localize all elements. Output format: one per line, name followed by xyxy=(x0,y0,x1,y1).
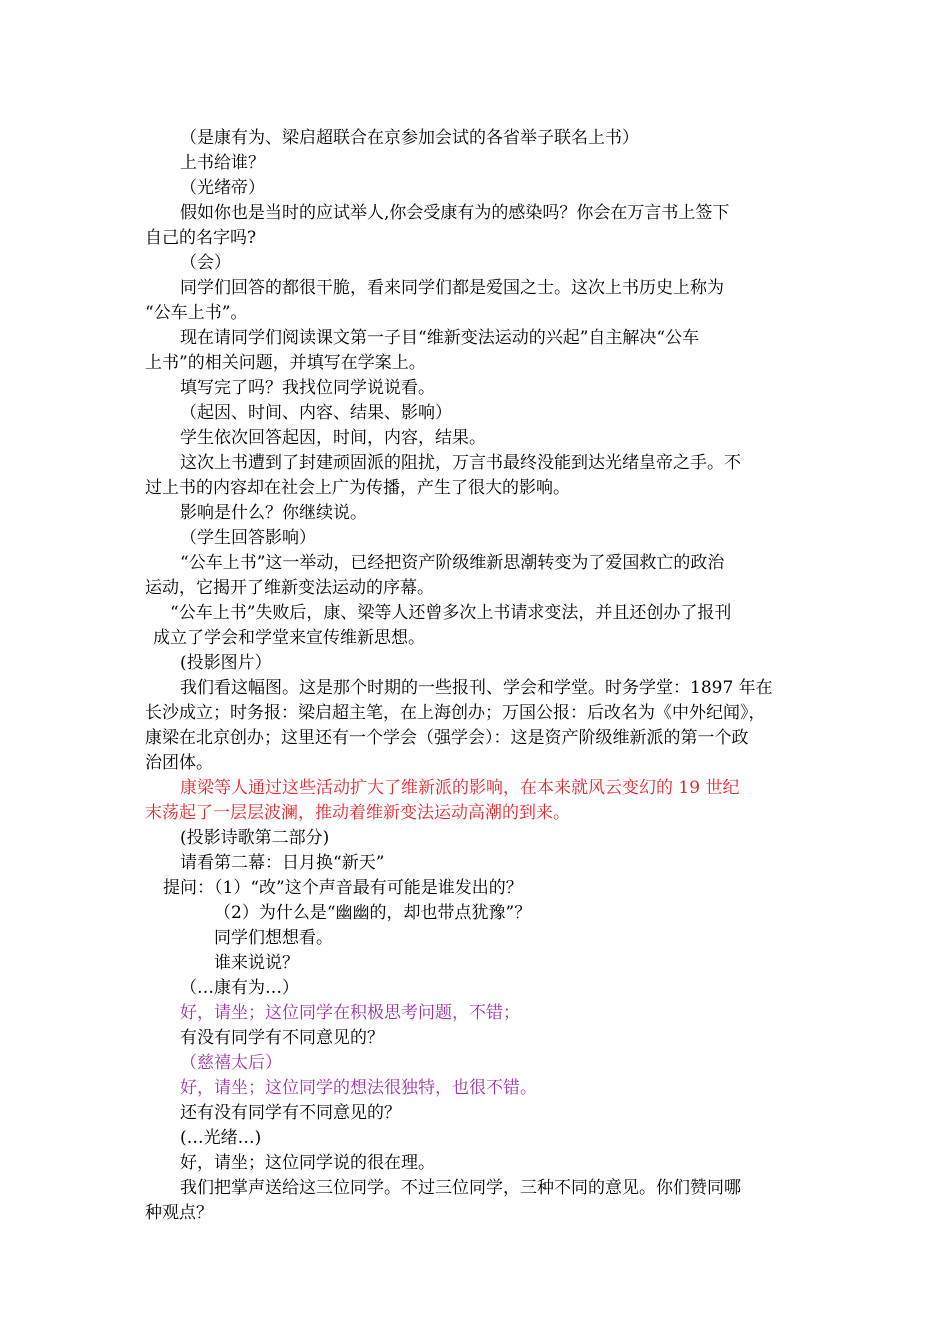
text-line: “公车上书”失败后，康、梁等人还曾多次上书请求变法，并且还创办了报刊 xyxy=(170,603,732,623)
text-line: （起因、时间、内容、结果、影响） xyxy=(180,403,452,423)
text-line: （是康有为、梁启超联合在京参加会试的各省举子联名上书） xyxy=(180,128,639,148)
text-line: （会） xyxy=(180,253,231,273)
highlighted-text-line: 末荡起了一层层波澜，推动着维新变法运动高潮的到来。 xyxy=(145,803,570,823)
text-line: 现在请同学们阅读课文第一子目“维新变法运动的兴起”自主解决“公车 xyxy=(180,328,700,348)
text-line: 请看第二幕：日月换“新天” xyxy=(180,853,385,873)
text-line: （…康有为…） xyxy=(180,978,299,998)
text-line: 成立了学会和学堂来宣传维新思想。 xyxy=(153,628,425,648)
text-line: 过上书的内容却在社会上广为传播，产生了很大的影响。 xyxy=(145,478,570,498)
text-line: (…光绪…) xyxy=(180,1128,262,1148)
text-line: (投影诗歌第二部分) xyxy=(180,828,330,848)
text-line: “公车上书”。 xyxy=(145,303,248,323)
text-line: 同学们想想看。 xyxy=(214,928,333,948)
text-line: 有没有同学有不同意见的？ xyxy=(180,1028,384,1048)
text-line: 运动，它揭开了维新变法运动的序幕。 xyxy=(145,578,434,598)
text-line: (投影图片） xyxy=(180,653,272,673)
text-line: 学生依次回答起因，时间，内容，结果。 xyxy=(180,428,486,448)
text-line: （2）为什么是“幽幽的，却也带点犹豫”？ xyxy=(214,903,532,923)
text-line: 假如你也是当时的应试举人,你会受康有为的感染吗？你会在万言书上签下 xyxy=(180,203,730,223)
text-line: “公车上书”这一举动，已经把资产阶级维新思潮转变为了爱国救亡的政治 xyxy=(180,553,725,573)
text-line: 我们把掌声送给这三位同学。不过三位同学，三种不同的意见。你们赞同哪 xyxy=(180,1178,741,1198)
text-line: 谁来说说？ xyxy=(214,953,299,973)
text-line: 好，请坐；这位同学说的很在理。 xyxy=(180,1153,435,1173)
text-line: 上书”的相关问题，并填写在学案上。 xyxy=(145,353,426,373)
text-line: 康梁在北京创办；这里还有一个学会（强学会）：这是资产阶级维新派的第一个政 xyxy=(145,728,749,748)
highlighted-text-line: （慈禧太后） xyxy=(180,1053,282,1073)
text-line: 这次上书遭到了封建顽固派的阻扰，万言书最终没能到达光绪皇帝之手。不 xyxy=(180,453,741,473)
text-line: （光绪帝） xyxy=(180,178,265,198)
text-line: 提问：（1）“改”这个声音最有可能是谁发出的？ xyxy=(163,878,523,898)
text-line: （学生回答影响） xyxy=(180,528,316,548)
text-line: 种观点？ xyxy=(145,1203,213,1223)
highlighted-text-line: 好，请坐；这位同学的想法很独特，也很不错。 xyxy=(180,1078,537,1098)
text-line: 上书给谁？ xyxy=(180,153,265,173)
text-line: 我们看这幅图。这是那个时期的一些报刊、学会和学堂。时务学堂：1897 年在 xyxy=(180,678,773,698)
text-line: 治团体。 xyxy=(145,753,213,773)
highlighted-text-line: 康梁等人通过这些活动扩大了维新派的影响，在本来就风云变幻的 19 世纪 xyxy=(180,778,740,798)
text-line: 长沙成立；时务报：梁启超主笔，在上海创办；万国公报：后改名为《中外纪闻》， xyxy=(145,703,766,723)
text-line: 还有没有同学有不同意见的？ xyxy=(180,1103,401,1123)
text-line: 填写完了吗？我找位同学说说看。 xyxy=(180,378,435,398)
text-line: 自己的名字吗? xyxy=(145,228,257,248)
highlighted-text-line: 好，请坐；这位同学在积极思考问题，不错； xyxy=(180,1003,520,1023)
text-line: 同学们回答的都很干脆，看来同学们都是爱国之士。这次上书历史上称为 xyxy=(180,278,724,298)
text-line: 影响是什么？你继续说。 xyxy=(180,503,367,523)
